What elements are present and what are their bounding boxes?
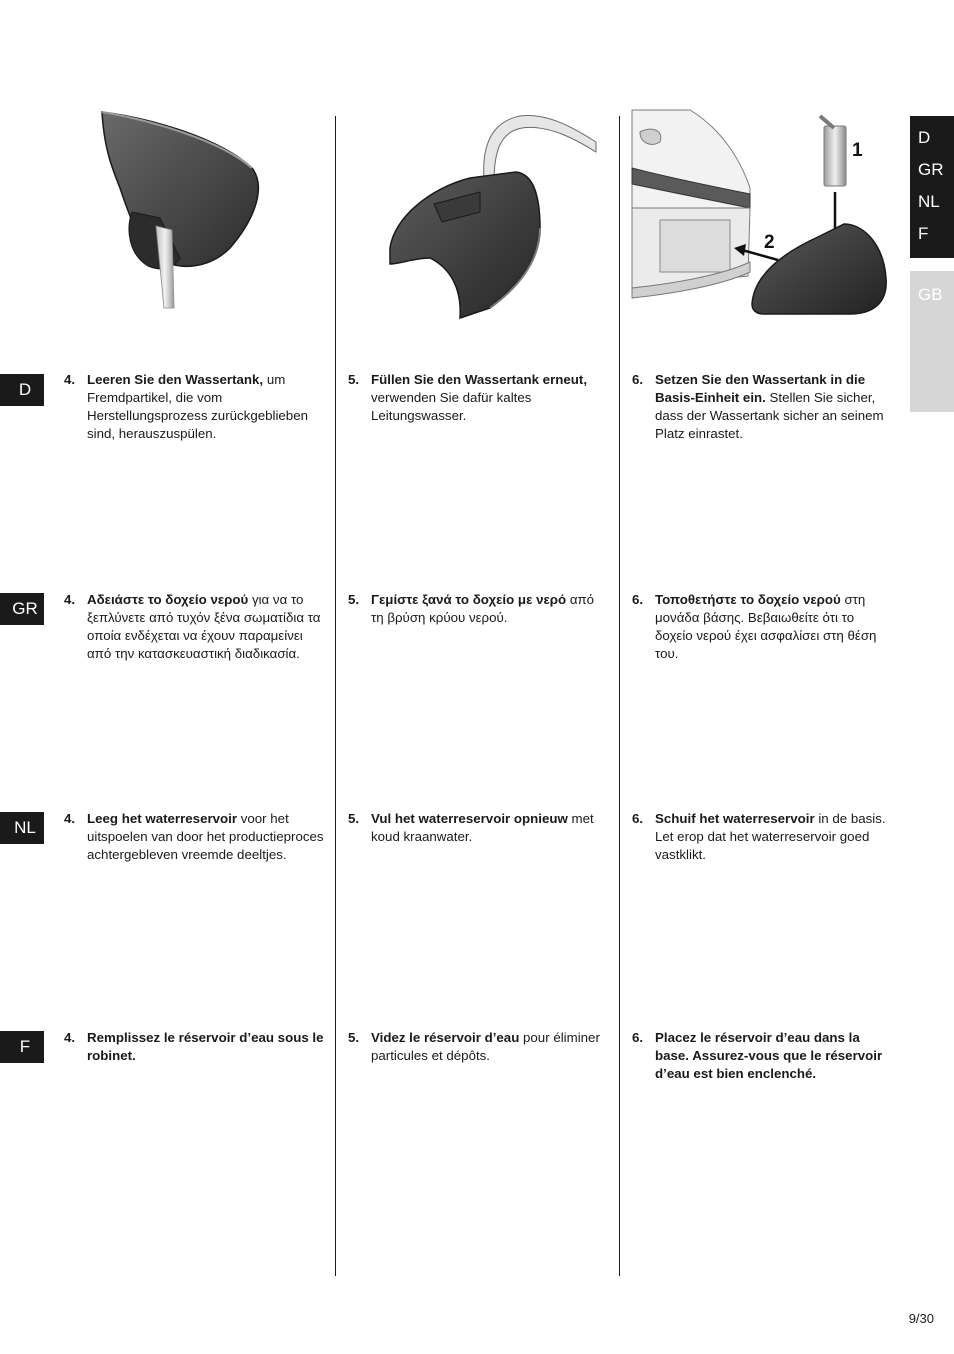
fill-tank-illustration [350,108,610,328]
language-tab-f[interactable]: F [918,224,929,243]
callout-2: 2 [764,232,775,253]
empty-tank-illustration [70,108,330,328]
language-tab-gr[interactable]: GR [918,160,944,179]
step-f-5: 5. Videz le réservoir d’eau pour éliminer particules et dépôts. [348,1030,600,1063]
insert-tank-illustration [630,108,890,328]
language-tab-d[interactable]: D [918,128,931,147]
step-d-6: 6. Setzen Sie den Wassertank in die Basis-Einheit ein. Stellen Sie sicher, dass der Wassertank sicher an seinem Platz einrastet. [632,372,884,441]
step-nl-5: 5. Vul het waterreservoir opnieuw met koud kraanwater. [348,811,594,844]
step-nl-6: 6. Schuif het waterreservoir in de basis. Let erop dat het waterreservoir goed vastklikt. [632,811,886,862]
page-number: 9/30 [908,1311,934,1326]
step-gr-6: 6. Τοποθετήστε το δοχείο νερού στη μονάδα βάσης. Βεβαιωθείτε ότι το δοχείο νερού έχει ασφαλίσει στη θέση του. [632,592,877,661]
column-divider [619,116,620,1276]
step-d-5: 5. Füllen Sie den Wassertank erneut, verwenden Sie dafür kaltes Leitungswasser. [348,372,588,423]
section-label-nl: NL [0,812,44,844]
section-label-gr: GR [0,593,44,625]
step-f-6: 6. Placez le réservoir d’eau dans la base. Assurez-vous que le réservoir d’eau est bien enclenché. [632,1030,883,1081]
language-tab-gb[interactable] [910,271,954,412]
step-gr-4: 4. Αδειάστε το δοχείο νερού για να το ξεπλύνετε από τυχόν ξένα σωματίδια τα οποία ενδέχεται να έχουν παραμείνει από την κατασκευαστική διαδικασία. [64,592,321,661]
section-label-d: D [0,374,44,406]
callout-1: 1 [852,140,863,161]
step-nl-4: 4. Leeg het waterreservoir voor het uitspoelen van door het productieproces achtergebleven vreemde deeltjes. [64,811,324,862]
step-d-4: 4. Leeren Sie den Wassertank, um Fremdpartikel, die vom Herstellungsprozess zurückgeblieben sind, herauszuspülen. [64,372,308,441]
language-tab-nl[interactable]: NL [918,192,940,211]
language-tab-gb-label: GB [918,285,943,304]
step-gr-5: 5. Γεμίστε ξανά το δοχείο με νερό από τη βρύση κρύου νερού. [348,592,595,625]
section-label-f: F [0,1031,44,1063]
language-tab-panel [910,116,954,258]
step-f-4: 4. Remplissez le réservoir d’eau sous le robinet. [64,1030,324,1063]
column-divider [335,116,336,1276]
